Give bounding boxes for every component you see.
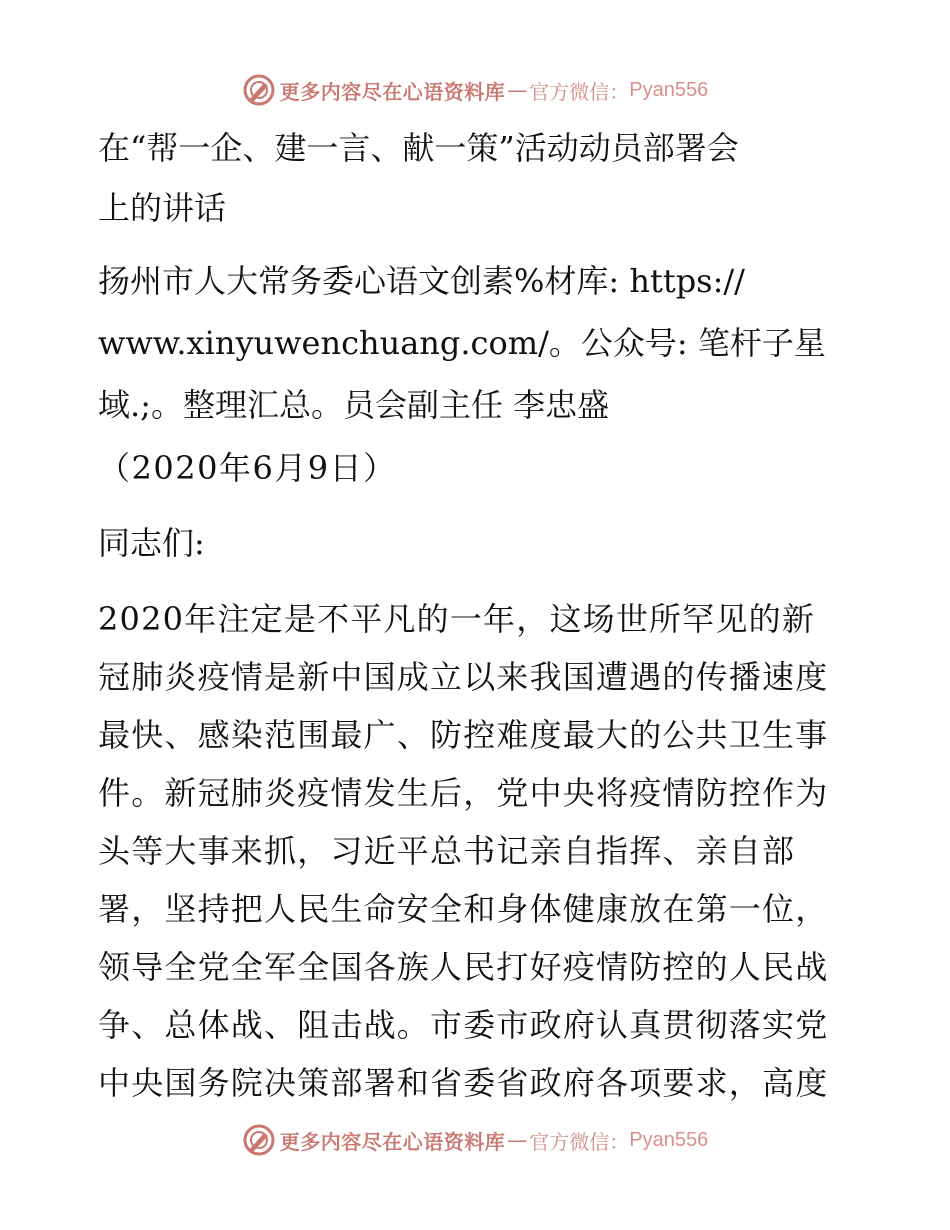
author-line: 扬州市人大常务委心语文创素%材库: https:// bbox=[98, 262, 745, 300]
banner-wechat-id: Pyan556 bbox=[629, 1128, 709, 1151]
speech-title bbox=[98, 118, 858, 238]
title-line: 在“帮一企、建一言、献一策”活动动员部署会 bbox=[98, 129, 739, 167]
banner-separator: — bbox=[507, 78, 528, 102]
author-paragraph bbox=[98, 250, 858, 436]
body-line: 署，坚持把人民生命安全和身体健康放在第一位， bbox=[98, 890, 829, 928]
body-line: 中央国务院决策部署和省委省政府各项要求，高度 bbox=[98, 1064, 829, 1102]
banner-slogan: 更多内容尽在心语资料库 bbox=[279, 79, 506, 104]
body-line: 领导全党全军全国各族人民打好疫情防控的人民战 bbox=[98, 948, 829, 986]
banner-slogan: 更多内容尽在心语资料库 bbox=[279, 1129, 506, 1154]
body-line: 争、总体战、阻击战。市委市政府认真贯彻落实党 bbox=[98, 1006, 829, 1044]
body-line: 冠肺炎疫情是新中国成立以来我国遭遇的传播速度 bbox=[98, 658, 829, 696]
author-line: 域.;。整理汇总。员会副主任 李忠盛 bbox=[98, 386, 610, 424]
author-line: www.xinyuwenchuang.com/。公众号: 笔杆子星 bbox=[98, 324, 826, 362]
body-line: 最快、感染范围最广、防控难度最大的公共卫生事 bbox=[98, 716, 829, 754]
title-line: 上的讲话 bbox=[98, 189, 227, 227]
banner-wechat-label: 官方微信： bbox=[529, 79, 630, 104]
date-line: （2020年6月9日） bbox=[98, 449, 397, 487]
pen-logo-icon bbox=[242, 1123, 276, 1157]
header-watermark-banner bbox=[0, 70, 950, 110]
greeting bbox=[98, 513, 858, 573]
banner-wechat-label: 官方微信： bbox=[529, 1129, 630, 1154]
banner-separator: — bbox=[507, 1128, 528, 1152]
pen-logo-icon bbox=[242, 73, 276, 107]
footer-watermark-banner bbox=[0, 1120, 950, 1160]
speech-date bbox=[98, 438, 858, 498]
banner-wechat-id: Pyan556 bbox=[629, 78, 709, 101]
body-line: 头等大事来抓，习近平总书记亲自指挥、亲自部 bbox=[98, 832, 796, 870]
body-line: 2020年注定是不平凡的一年，这场世所罕见的新 bbox=[98, 600, 816, 638]
body-line: 件。新冠肺炎疫情发生后，党中央将疫情防控作为 bbox=[98, 774, 829, 812]
body-paragraph bbox=[98, 590, 858, 1112]
greeting-line: 同志们: bbox=[98, 524, 205, 562]
